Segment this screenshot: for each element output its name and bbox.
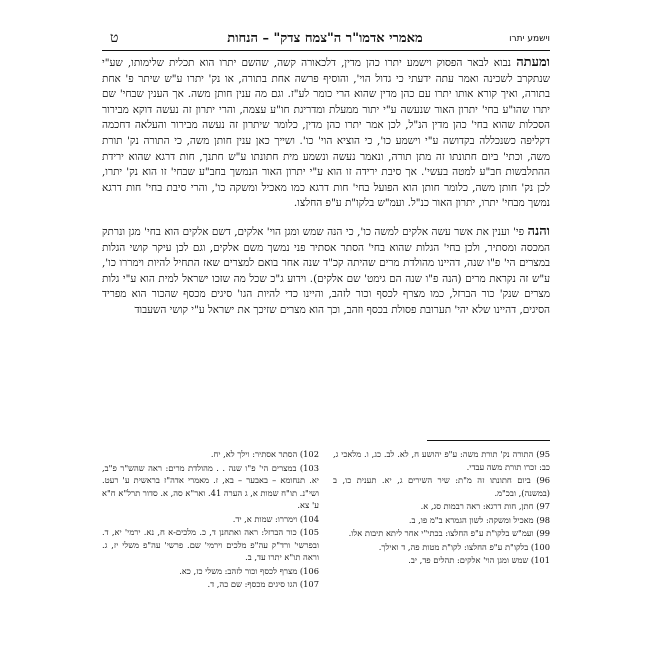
footnote: 107) הגו סיגים מכסף: שם כה, ד. xyxy=(207,579,319,589)
paragraph-2-lead: והנה xyxy=(527,223,550,239)
footnotes xyxy=(102,448,550,592)
footnote: 97) חתן, חות דרגא: ראה רבמות סג, א. xyxy=(420,501,550,511)
paragraph-1 xyxy=(102,55,550,212)
footnote: 102) הסתר אסתיר: וילך לא, יח. xyxy=(210,449,319,459)
page-number: ט xyxy=(110,30,119,46)
page-title: מאמרי אדמו"ר ה"צמח צדק" – הנחות xyxy=(227,31,423,46)
footnote: 103) במצרים הי' פ"ו שנה . . מהולדת מרים: ראה שהש"ר פ"ב, יא. תנחומא – באבער – בא, ז. מאמרי אדה"ז בראשית ע' רעט. ושי"נ. תו"ח שמות א, ג הערה 41. ואר"א סה, א. סדור תרל"א ח"א ע' צא. xyxy=(102,462,319,510)
footnote-divider xyxy=(427,440,550,441)
footnote: 101) שמש ומגן הוי' אלקים: תהלים פד, יב. xyxy=(408,555,550,565)
paragraph-2 xyxy=(102,224,550,319)
paragraph-1-body: נבוא לבאר הפסוק וישמע יתרו כהן מדין, דלכאורה קשה, שהשם יתרו הוא תכלית שלימותו, שע"י שנתקרב לשכינה ואמר עתה ידעתי כי גדול הוי', והוסיף פרשה אחת בתורה, או נק' יתרו ע"ש שיתר פ' אחת בתורה, ואיך קורא אותו יתרו עם כהן מדין שהוא הרי כומר לע"ז. וגם מה ענין חותן משה. אך הענין שבחי' שם יתרו שהו"ע בחי' יתרון האור שנעשה ע"י יתור ממעלת ומדריגת חו"ע עצמה, והרי יתרון זה נעשה דוקא מבירור הסכלות שהוא בחי' כהן מדין הנ"ל, לכן אמר יתרו כהן מדין, כלומר שיתרון זה נעשה מבירור והעלאה דחכמה דקליפה כשנכללה בקדושה ע"י וישמע כו', כי הוציא הוי' כו'. ושייך כאן ענין חותן משה, כי התורה נק' תורת משה, וכתי' ביום חתונתו זה מתן תורה, ונאמר נעשה ונשמע מית חתונתו ע"ש חתנך, חות דרגא שהוא ירידת ההתלבשות חב"ע למטה בעשי'. אך סיבת ירידה זו הוא ע"י יתרון האור הנמשך בחב"ע שבחי' זו הוא נק' יתרו, לכן נק' חותן משה, כלומר חותן הוא הפועל בחי' חות דרגא כמו מאכיל ומשקה כו', והרי סיבת בחי' חות דרגא נמשך מבחי' יתרו, יתרון האור כנ"ל. ועמ"ש בלקו"ת ע"פ החלצו. xyxy=(102,57,550,210)
footnote: 106) מצרף לכסף וכור לזהב: משלי כז, כא. xyxy=(179,565,319,576)
footnote: 98) מאכיל ומשקה: לשון הגמרא ב"מ פו, ב. xyxy=(408,514,550,525)
footnotes-column-right xyxy=(333,448,550,592)
main-text xyxy=(102,55,550,319)
header-divider xyxy=(102,50,550,51)
footnote: 100) בלקו"ת ע"פ החלצו: לקו"ת מטות פה, ד ואילך. xyxy=(378,541,550,552)
footnote: 96) ביום חתונתו זה מ"ת: שיר השירים ג, יא. תענית כו, ב (במשנה), ובכ"מ. xyxy=(333,475,550,498)
paragraph-2-body: פי' וענין את אשר עשה אלקים למשה כו', כי הנה שמש ומגן הוי' אלקים, דשם אלקים הוא בחי' מגן ונרתק המכסה ומסתיר, ולכן בחי' הגלות שהוא בחי' הסתר אסתיר פני נמשך משם אלקים, וגם לכן עיקר קושי הגלות במצרים הי' פ"ו שנה, דהיינו מהולדת מרים שהיתה קכ"ד שנה אחר בואם למצרים שאז התחיל להיות וימררו כו', ע"ש זה נקראת מרים (הנה פ"ו שנה הם גימט' שם אלקים). וידוע ג"כ שכל מה שזכו ישראל למית הוא ע"י גלות מצרים שנק' כור הברזל, כמו מצרף לכסף וכור לזהב, והיינו כדי להיות הגו' סיגים מכסף שהכור הוא מפריד הסיגים, דהיינו שלא יהי' תערובת פסולת בכסף וזהב, וכך הוא מצרים שזיכך את ישראל ע"י קושי השעבוד xyxy=(102,225,550,316)
footnote: 95) התורה נק' תורת משה: ע"פ יהושע ח, לא. לב. כג, ו. מלאכי ג, כב: זכרו תורת משה עבדי. xyxy=(333,449,550,472)
footnote: 105) כור הברזל: ראה ואתחנן ד, כ. מלכים-א ח, נא. ירמי' יא, ד. ובפרשי' ורד"ק עה"פ מלכים וירמי' שם. פרשי' עה"פ משלי יז, ג. וראה תו"א יתרו עד, ב. xyxy=(102,527,319,562)
footnotes-column-left xyxy=(102,448,319,592)
footnote: 99) ועמ"ש בלקו"ת ע"פ החלצו: בכתי"י אחר ליתא תיבות אלו. xyxy=(348,528,550,538)
running-head: וישמע יתרו xyxy=(509,34,550,44)
page-header xyxy=(102,30,550,50)
footnote: 104) וימררו: שמות א, יד. xyxy=(232,513,319,524)
paragraph-1-lead: ומעתה xyxy=(516,55,550,70)
